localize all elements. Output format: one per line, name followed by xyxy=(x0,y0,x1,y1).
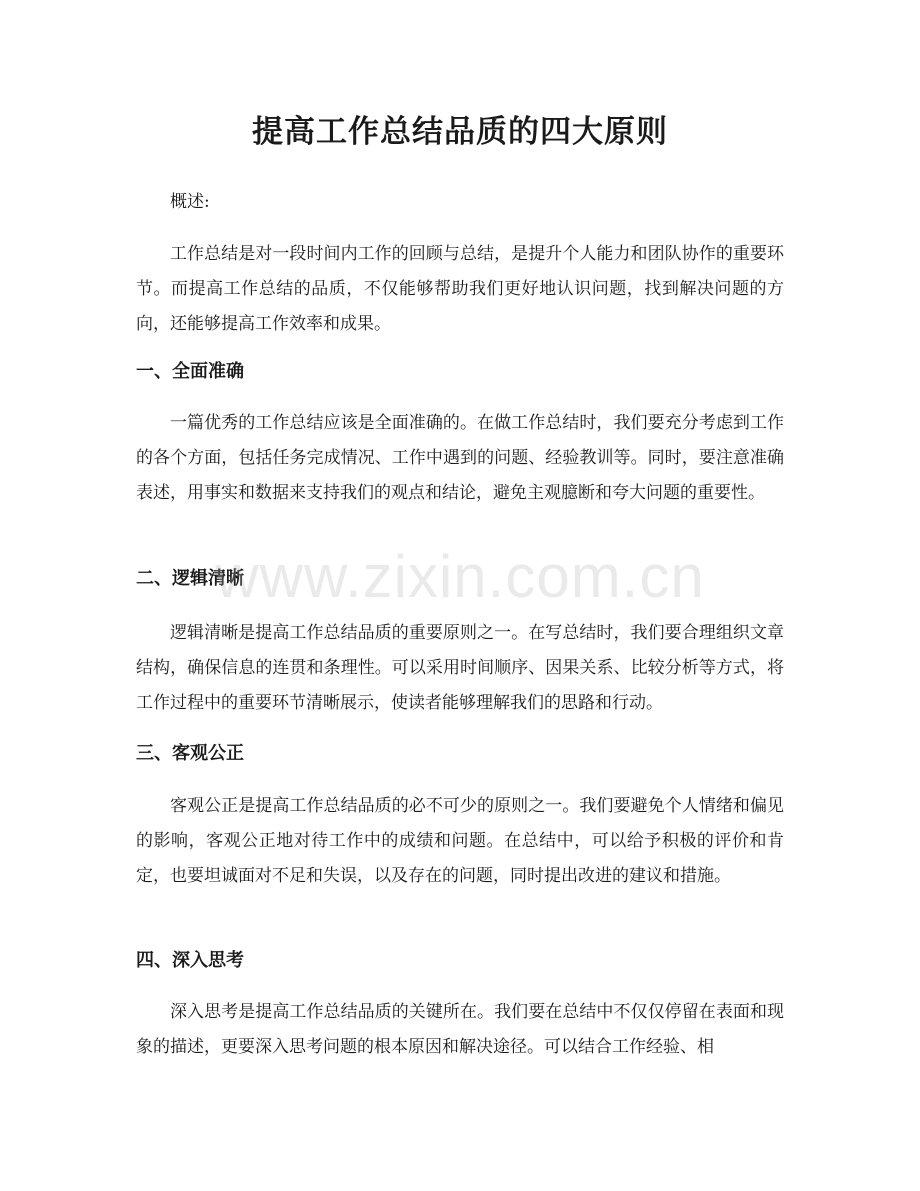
section-heading-1: 一、全面准确 xyxy=(136,361,244,382)
section-heading-4: 四、深入思考 xyxy=(136,950,244,971)
section-heading-2: 二、逻辑清晰 xyxy=(136,568,244,589)
section-body-2: 逻辑清晰是提高工作总结品质的重要原则之一。在写总结时，我们要合理组织文章结构，确保信息的连贯和条理性。可以采用时间顺序、因果关系、比较分析等方式，将工作过程中的重要环节清晰展示，使读者能够理解我们的思路和行动。 xyxy=(136,623,784,713)
section-body-4: 深入思考是提高工作总结品质的关键所在。我们要在总结中不仅仅停留在表面和现象的描述，更要深入思考问题的根本原因和解决途径。可以结合工作经验、相 xyxy=(136,1002,784,1057)
intro-paragraph: 工作总结是对一段时间内工作的回顾与总结，是提升个人能力和团队协作的重要环节。而提高工作总结的品质，不仅能够帮助我们更好地认识问题，找到解决问题的方向，还能够提高工作效率和成果。 xyxy=(136,244,784,334)
watermark: www.zixin.com.cn xyxy=(215,543,705,610)
overview-label: 概述: xyxy=(170,192,210,212)
section-body-3: 客观公正是提高工作总结品质的必不可少的原则之一。我们要避免个人情绪和偏见的影响，客观公正地对待工作中的成绩和问题。在总结中，可以给予积极的评价和肯定，也要坦诚面对不足和失误，以及存在的问题，同时提出改进的建议和措施。 xyxy=(136,796,784,886)
page-title: 提高工作总结品质的四大原则 xyxy=(252,114,668,150)
section-heading-3: 三、客观公正 xyxy=(136,743,244,764)
section-body-1: 一篇优秀的工作总结应该是全面准确的。在做工作总结时，我们要充分考虑到工作的各个方面，包括任务完成情况、工作中遇到的问题、经验教训等。同时，要注意准确表述，用事实和数据来支持我们的观点和结论，避免主观臆断和夸大问题的重要性。 xyxy=(136,413,784,503)
